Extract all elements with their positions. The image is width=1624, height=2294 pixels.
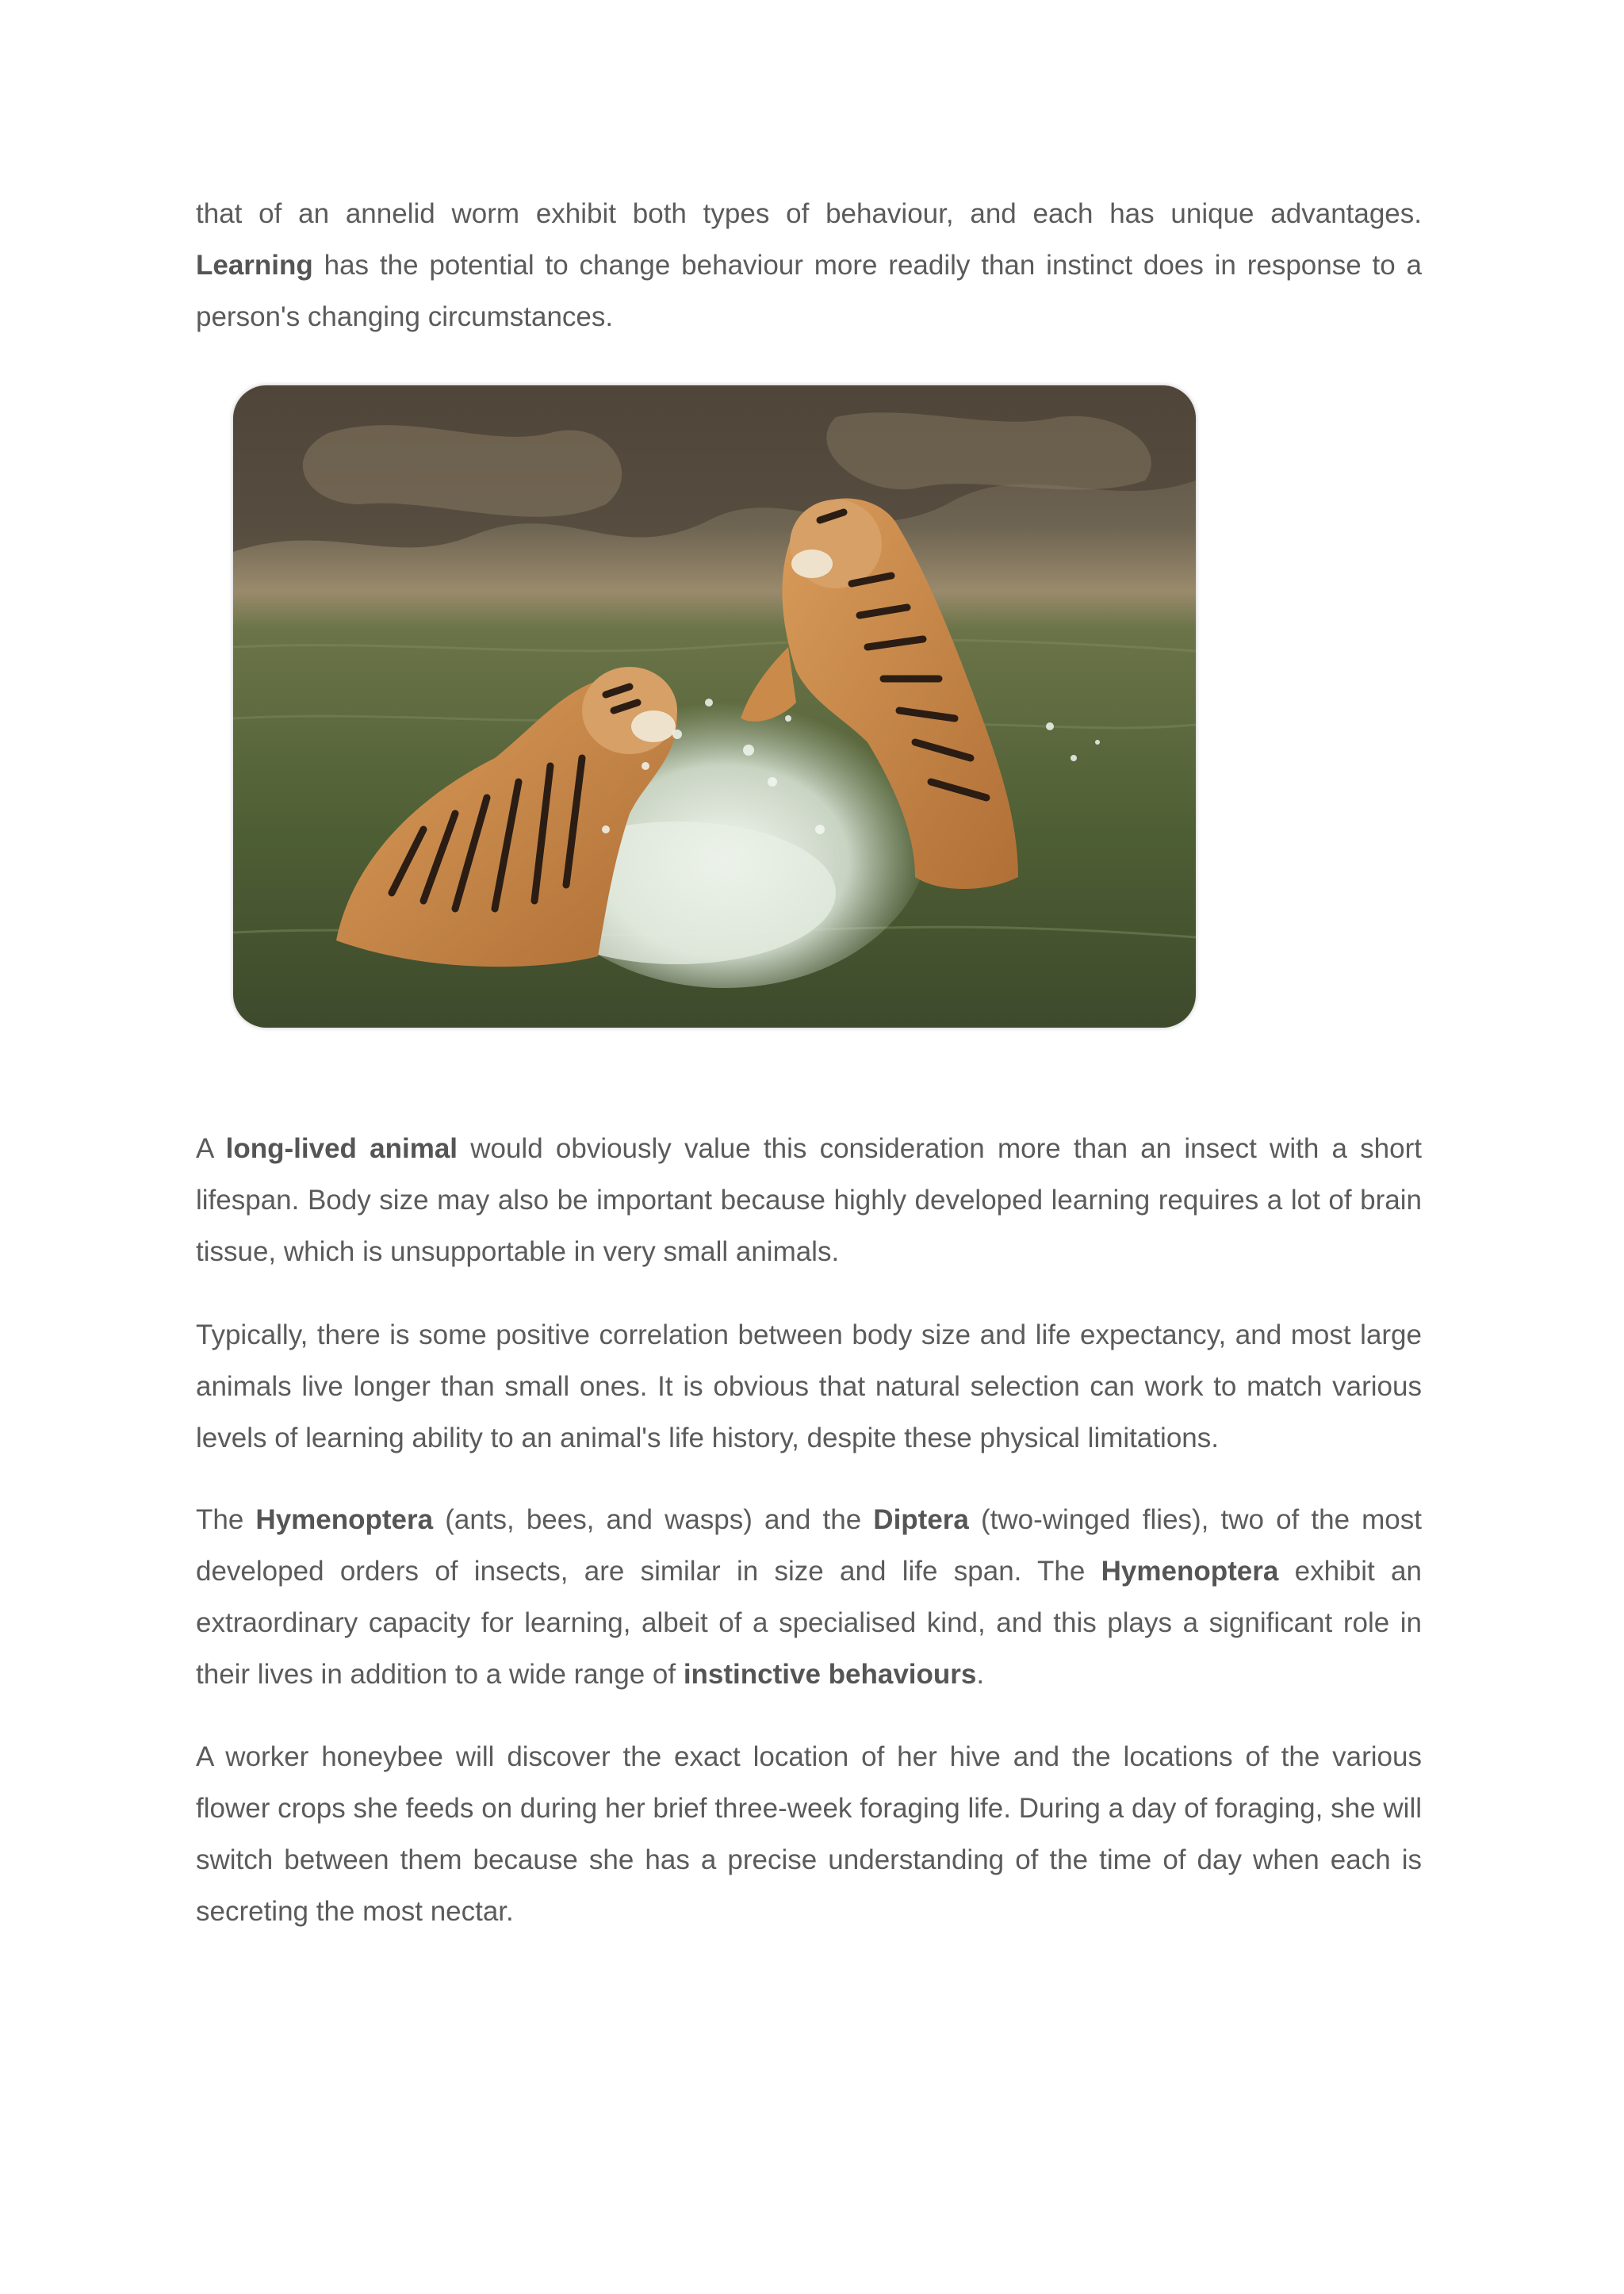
- text-run: exhibit an extraordinary capacity for learning, albeit of a specialised kind, and this plays a significant role in their lives in addition to a wide range of: [196, 1556, 1422, 1690]
- text-run: A: [196, 1133, 226, 1164]
- text-run: would obviously value this consideration more than an insect with a short lifespan. Body size may also be important because highly developed learning requires a lot of brain tissue, which is unsupportable in very small animals.: [196, 1133, 1422, 1267]
- text-run: A worker honeybee will discover the exact location of her hive and the locations of the various flower crops she feeds on during her brief three-week foraging life. During a day of foraging, she will switch between them because she has a precise understanding of the time of day when each is secreting the most nectar.: [196, 1741, 1422, 1927]
- text-run: (ants, bees, and wasps) and the: [433, 1504, 874, 1535]
- paragraph-hymenoptera-diptera: [196, 1494, 1422, 1700]
- text-run: (two-winged flies), two of the most developed orders of insects, are similar in size and life span. The: [196, 1504, 1422, 1587]
- bold-term: Hymenoptera: [1101, 1556, 1279, 1587]
- text-run: Typically, there is some positive correlation between body size and life expectancy, and most large animals live longer than small ones. It is obvious that natural selection can work to match various levels of learning ability to an animal's life history, despite these physical limitations.: [196, 1319, 1422, 1453]
- text-run: has the potential to change behaviour more readily than instinct does in response to a person's changing circumstances.: [196, 250, 1422, 332]
- text-run: .: [976, 1659, 985, 1690]
- bold-term: instinctive behaviours: [683, 1659, 977, 1690]
- paragraph-honeybee: [196, 1731, 1422, 1937]
- text-run: The: [196, 1504, 256, 1535]
- text-run: that of an annelid worm exhibit both types of behaviour, and each has unique advantages.: [196, 198, 1422, 229]
- tigers-illustration: [233, 385, 1196, 1028]
- bold-term: Diptera: [873, 1504, 969, 1535]
- bold-term: long-lived animal: [225, 1133, 458, 1164]
- tigers-fighting-photo: [233, 385, 1196, 1028]
- paragraph-long-lived-animal: [196, 1123, 1422, 1277]
- paragraph-body-size-correlation: [196, 1309, 1422, 1464]
- bold-term: Learning: [196, 250, 313, 281]
- paragraph-learning-advantages: [196, 188, 1422, 343]
- bold-term: Hymenoptera: [255, 1504, 434, 1535]
